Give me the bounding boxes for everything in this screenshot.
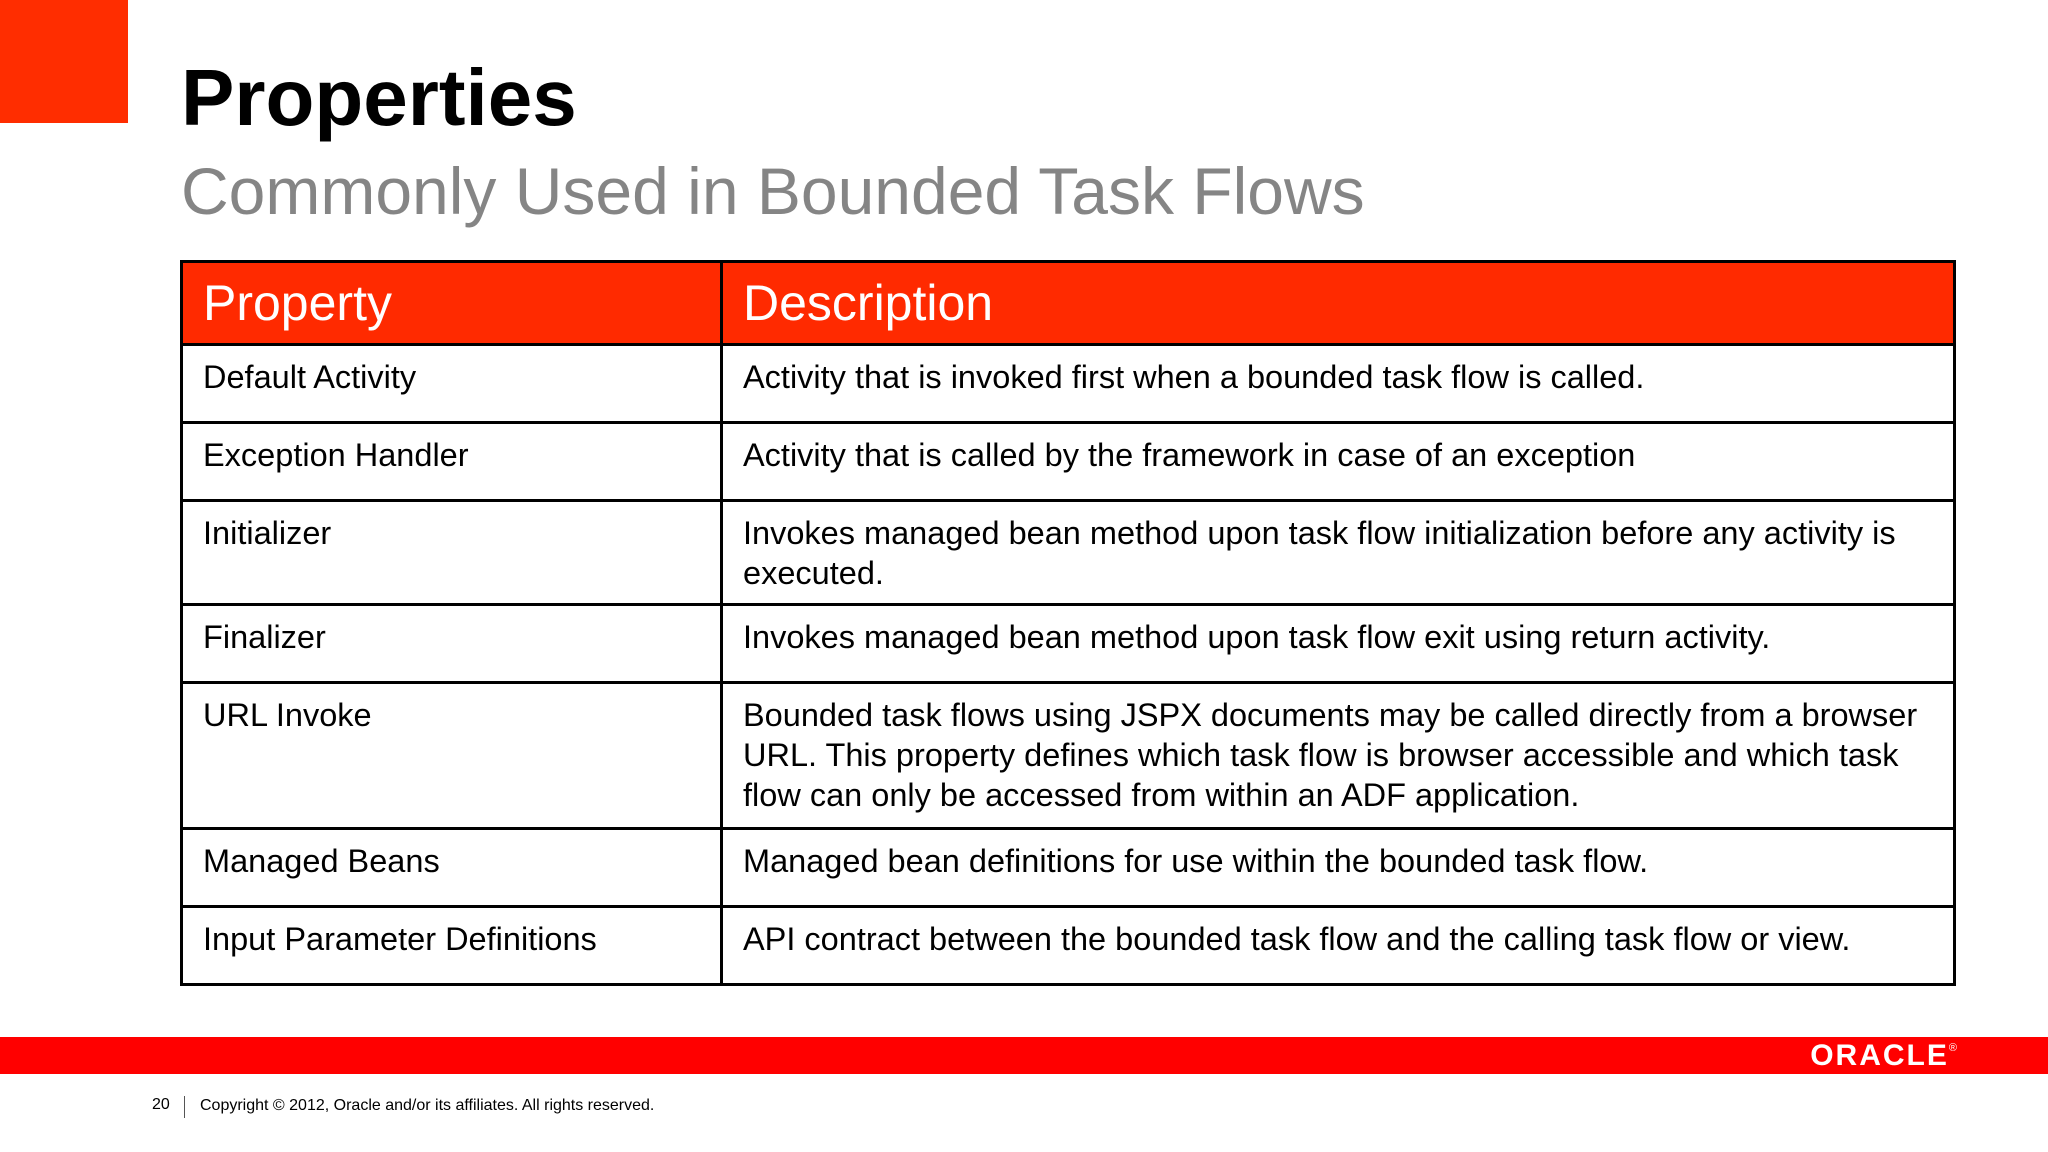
table-row — [182, 829, 1955, 907]
table-row — [182, 345, 1955, 423]
table-row — [182, 605, 1955, 683]
property-cell: Managed Beans — [182, 829, 722, 907]
property-cell: URL Invoke — [182, 683, 722, 829]
copyright-notice: Copyright © 2012, Oracle and/or its affiliates. All rights reserved. — [200, 1097, 655, 1114]
property-cell: Input Parameter Definitions — [182, 907, 722, 985]
description-cell: Bounded task flows using JSPX documents may be called directly from a browser URL. This property defines which task flow is browser accessible and which task flow can only be accessed from within an ADF application. — [722, 683, 1955, 829]
table-row — [182, 683, 1955, 829]
description-cell: Invokes managed bean method upon task flow initialization before any activity is executed. — [722, 501, 1955, 605]
corner-accent-block — [0, 0, 128, 123]
slide-title: Properties — [181, 53, 577, 142]
slide-subtitle: Commonly Used in Bounded Task Flows — [181, 154, 1365, 228]
table-row — [182, 907, 1955, 985]
page-number: 20 — [152, 1096, 170, 1113]
description-cell: Managed bean definitions for use within the bounded task flow. — [722, 829, 1955, 907]
description-cell: Activity that is invoked first when a bounded task flow is called. — [722, 345, 1955, 423]
property-cell: Initializer — [182, 501, 722, 605]
description-cell: Invokes managed bean method upon task flow exit using return activity. — [722, 605, 1955, 683]
table-header-row — [182, 262, 1955, 345]
oracle-logo-text: ORACLE — [1810, 1039, 1949, 1072]
registered-mark: ® — [1948, 1042, 1957, 1054]
table-row — [182, 501, 1955, 605]
header-property: Property — [182, 262, 722, 345]
footer-divider — [184, 1096, 185, 1118]
oracle-logo — [1810, 1038, 1957, 1073]
property-cell: Finalizer — [182, 605, 722, 683]
header-description: Description — [722, 262, 1955, 345]
footer-bar — [0, 1037, 2048, 1074]
table-row — [182, 423, 1955, 501]
property-cell: Exception Handler — [182, 423, 722, 501]
property-cell: Default Activity — [182, 345, 722, 423]
properties-table — [180, 260, 1956, 986]
description-cell: Activity that is called by the framework in case of an exception — [722, 423, 1955, 501]
description-cell: API contract between the bounded task flow and the calling task flow or view. — [722, 907, 1955, 985]
